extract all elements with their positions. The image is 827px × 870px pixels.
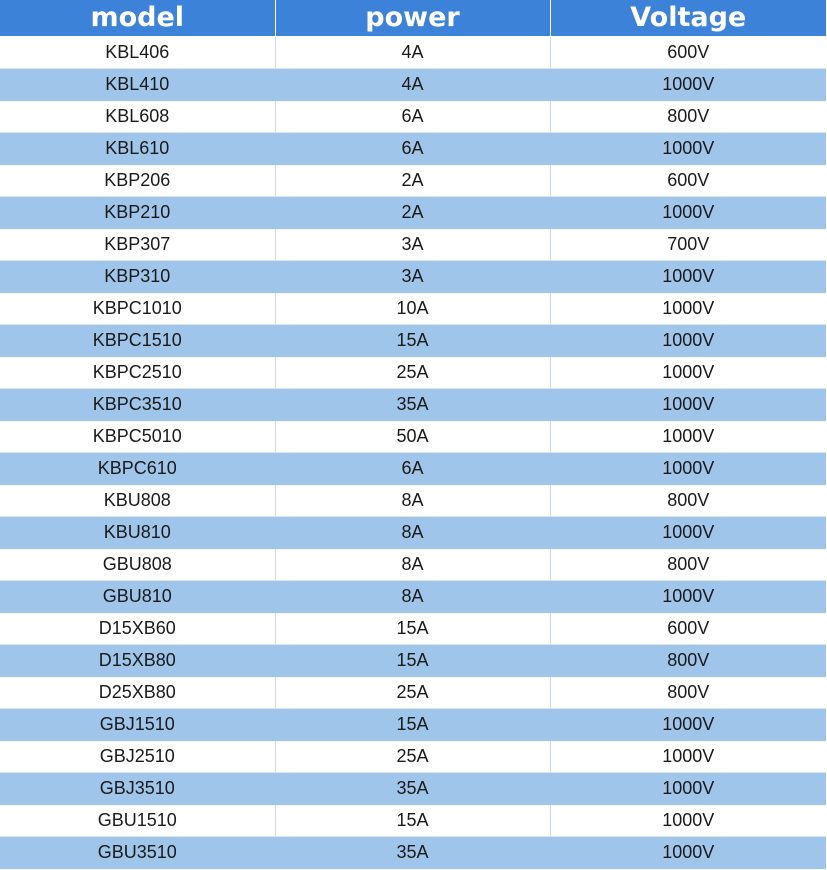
table-row [0, 197, 826, 229]
table-row [0, 261, 826, 293]
table-row [0, 581, 826, 613]
power-cell: 2A [275, 197, 550, 229]
table-row [0, 293, 826, 325]
table-row [0, 485, 826, 517]
table-row [0, 709, 826, 741]
table-row [0, 37, 826, 69]
power-cell: 15A [275, 645, 550, 677]
power-cell: 35A [275, 837, 550, 869]
table-row [0, 325, 826, 357]
model-cell: KBP310 [0, 261, 275, 293]
voltage-cell: 700V [550, 229, 826, 261]
column-header-model: model [0, 0, 275, 37]
table-row [0, 837, 826, 869]
power-cell: 4A [275, 37, 550, 69]
table-row [0, 389, 826, 421]
table-row [0, 453, 826, 485]
table-row [0, 805, 826, 837]
model-cell: D15XB60 [0, 613, 275, 645]
voltage-cell: 1000V [550, 293, 826, 325]
voltage-cell: 1000V [550, 741, 826, 773]
voltage-cell: 1000V [550, 805, 826, 837]
power-cell: 8A [275, 485, 550, 517]
power-cell: 8A [275, 517, 550, 549]
power-cell: 6A [275, 101, 550, 133]
model-cell: D15XB80 [0, 645, 275, 677]
voltage-cell: 1000V [550, 389, 826, 421]
power-cell: 15A [275, 709, 550, 741]
model-cell: GBU3510 [0, 837, 275, 869]
power-cell: 8A [275, 549, 550, 581]
voltage-cell: 1000V [550, 69, 826, 101]
voltage-cell: 1000V [550, 773, 826, 805]
voltage-cell: 1000V [550, 517, 826, 549]
table-row [0, 357, 826, 389]
voltage-cell: 600V [550, 165, 826, 197]
model-cell: KBPC2510 [0, 357, 275, 389]
table-row [0, 741, 826, 773]
table-row [0, 677, 826, 709]
table-row [0, 133, 826, 165]
power-cell: 10A [275, 293, 550, 325]
voltage-cell: 1000V [550, 133, 826, 165]
model-cell: KBL406 [0, 37, 275, 69]
voltage-cell: 800V [550, 677, 826, 709]
voltage-cell: 800V [550, 549, 826, 581]
table-header [0, 0, 826, 37]
model-cell: KBU808 [0, 485, 275, 517]
table-row [0, 773, 826, 805]
table-row [0, 613, 826, 645]
voltage-cell: 800V [550, 645, 826, 677]
model-cell: KBP307 [0, 229, 275, 261]
voltage-cell: 1000V [550, 709, 826, 741]
power-cell: 35A [275, 773, 550, 805]
power-cell: 4A [275, 69, 550, 101]
model-cell: GBU808 [0, 549, 275, 581]
power-cell: 25A [275, 741, 550, 773]
power-cell: 15A [275, 325, 550, 357]
power-cell: 8A [275, 581, 550, 613]
table-row [0, 69, 826, 101]
table-row [0, 517, 826, 549]
power-cell: 3A [275, 261, 550, 293]
power-cell: 6A [275, 453, 550, 485]
power-cell: 25A [275, 677, 550, 709]
model-cell: KBU810 [0, 517, 275, 549]
model-cell: KBL610 [0, 133, 275, 165]
voltage-cell: 800V [550, 485, 826, 517]
model-cell: GBJ1510 [0, 709, 275, 741]
table-row [0, 549, 826, 581]
model-cell: KBPC1510 [0, 325, 275, 357]
voltage-cell: 600V [550, 613, 826, 645]
power-cell: 2A [275, 165, 550, 197]
voltage-cell: 800V [550, 101, 826, 133]
model-cell: D25XB80 [0, 677, 275, 709]
table-row [0, 645, 826, 677]
voltage-cell: 1000V [550, 197, 826, 229]
voltage-cell: 1000V [550, 421, 826, 453]
power-cell: 3A [275, 229, 550, 261]
model-cell: KBPC3510 [0, 389, 275, 421]
model-cell: GBJ3510 [0, 773, 275, 805]
voltage-cell: 1000V [550, 453, 826, 485]
column-header-voltage: Voltage [550, 0, 826, 37]
voltage-cell: 1000V [550, 837, 826, 869]
header-row [0, 0, 826, 37]
model-cell: GBU810 [0, 581, 275, 613]
model-cell: KBP210 [0, 197, 275, 229]
model-cell: KBPC610 [0, 453, 275, 485]
voltage-cell: 1000V [550, 325, 826, 357]
table-row [0, 101, 826, 133]
model-cell: KBL410 [0, 69, 275, 101]
table-row [0, 229, 826, 261]
model-cell: KBP206 [0, 165, 275, 197]
voltage-cell: 1000V [550, 357, 826, 389]
power-cell: 15A [275, 805, 550, 837]
table-body [0, 37, 826, 869]
voltage-cell: 1000V [550, 261, 826, 293]
power-cell: 6A [275, 133, 550, 165]
power-cell: 50A [275, 421, 550, 453]
table-row [0, 421, 826, 453]
voltage-cell: 1000V [550, 581, 826, 613]
table-row [0, 165, 826, 197]
voltage-cell: 600V [550, 37, 826, 69]
power-cell: 15A [275, 613, 550, 645]
model-cell: KBL608 [0, 101, 275, 133]
column-header-power: power [275, 0, 550, 37]
model-cell: GBJ2510 [0, 741, 275, 773]
model-cell: KBPC5010 [0, 421, 275, 453]
model-cell: GBU1510 [0, 805, 275, 837]
power-cell: 35A [275, 389, 550, 421]
model-cell: KBPC1010 [0, 293, 275, 325]
power-cell: 25A [275, 357, 550, 389]
